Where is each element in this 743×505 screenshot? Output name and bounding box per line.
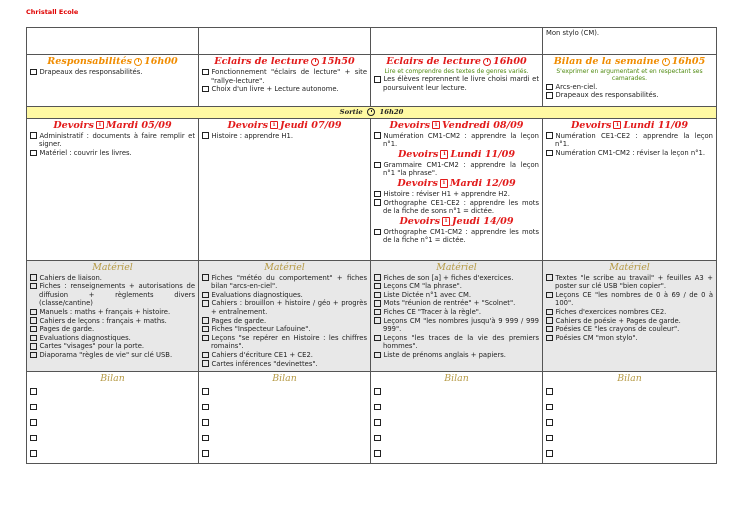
- list-item: [30, 68, 195, 77]
- list-item-text: Drapeaux des responsabilités.: [555, 91, 659, 100]
- list-item-text: Cahiers de liaison.: [39, 273, 102, 282]
- bilan-line: [202, 385, 367, 401]
- list-item-text: Poésies CE "les crayons de couleur".: [555, 325, 680, 334]
- list-item: [374, 291, 539, 300]
- list-item: [546, 334, 713, 343]
- bilan-line: [202, 431, 367, 447]
- list-item: [546, 291, 713, 308]
- list-item: [374, 190, 539, 199]
- checkbox-icon: [30, 352, 37, 359]
- list-item-text: Arcs-en-ciel.: [555, 82, 598, 91]
- sortie-label: Sortie: [339, 108, 363, 116]
- checkbox-icon: [546, 419, 553, 426]
- sortie-row: [27, 107, 717, 119]
- clock-icon: [662, 58, 670, 66]
- list-item-text: Evaluations diagnostiques.: [211, 290, 303, 299]
- list-item: [30, 274, 195, 283]
- checkbox-icon: [30, 404, 37, 411]
- list-item-text: Orthographe CM1-CM2 : apprendre les mots de la fiche n°1 = dictée.: [383, 227, 539, 245]
- list-item-text: Evaluations diagnostiques.: [39, 333, 131, 342]
- materiel-heading: Matériel: [609, 261, 650, 273]
- calendar-icon: 1: [440, 150, 448, 159]
- list-item: [374, 334, 539, 351]
- bilan-line: [546, 400, 713, 416]
- list-item: [374, 351, 539, 360]
- list-item-text: Pages de garde.: [39, 325, 95, 334]
- list-item-text: Matériel : couvrir les livres.: [39, 148, 132, 157]
- author-label: Christall Ecole: [26, 8, 79, 16]
- checkbox-icon: [546, 84, 553, 91]
- top-note: Mon stylo (CM).: [546, 29, 600, 37]
- materiel-row: [27, 260, 717, 371]
- list-item-text: Les élèves reprennent le livre choisi mardi et poursuivent leur lecture.: [383, 75, 539, 92]
- checkbox-icon: [374, 388, 381, 395]
- list-item: [30, 149, 195, 158]
- list-item: [30, 334, 195, 343]
- list-item: [374, 274, 539, 283]
- checkbox-icon: [30, 309, 37, 316]
- list-item: [374, 282, 539, 291]
- list-item: [30, 325, 195, 334]
- checkbox-icon: [546, 388, 553, 395]
- checkbox-icon: [30, 150, 37, 157]
- list-item: [30, 282, 195, 308]
- checkbox-icon: [546, 317, 553, 324]
- checkbox-icon: [546, 274, 553, 281]
- checkbox-icon: [202, 317, 209, 324]
- list-item: [546, 132, 713, 149]
- bilan-line: [30, 447, 195, 463]
- checkbox-icon: [374, 404, 381, 411]
- devoirs-date: Vendredi 08/09: [442, 119, 524, 131]
- list-item: [202, 299, 367, 316]
- list-item-text: Numération CM1-CM2 : apprendre la leçon n°1.: [383, 131, 539, 149]
- list-item: [546, 83, 713, 92]
- devoirs-heading: [546, 120, 713, 132]
- checkbox-icon: [546, 435, 553, 442]
- materiel-cell: [199, 260, 371, 371]
- devoirs-date: Jeudi 07/09: [279, 119, 342, 131]
- devoirs-title: Devoirs: [570, 119, 612, 131]
- devoirs-heading: [374, 149, 539, 161]
- list-item-text: Orthographe CE1-CE2 : apprendre les mots de la fiche de sons n°1 = dictée.: [383, 198, 539, 216]
- bilan-line: [202, 447, 367, 463]
- list-item-text: Cahiers : brouillon + histoire / géo + progrès + entraînement.: [211, 299, 367, 316]
- checkbox-icon: [202, 292, 209, 299]
- list-item-text: Grammaire CM1-CM2 : apprendre la leçon n°1 "la phrase".: [383, 160, 539, 178]
- calendar-icon: 1: [442, 217, 450, 226]
- checkbox-icon: [374, 199, 381, 206]
- bilan-line: [374, 416, 539, 432]
- checkbox-icon: [30, 450, 37, 457]
- checkbox-icon: [374, 283, 381, 290]
- list-item-text: Cartes inférences "devinettes".: [211, 359, 318, 368]
- list-item-text: Numération CM1-CM2 : réviser la leçon n°1.: [555, 148, 706, 157]
- activity-time: 15h50: [321, 56, 355, 67]
- checkbox-icon: [546, 404, 553, 411]
- list-item-text: Leçons "les traces de la vie des premiers hommes".: [383, 333, 539, 351]
- list-item: [30, 308, 195, 317]
- checkbox-icon: [30, 435, 37, 442]
- list-item-text: Leçons "se repérer en Histoire : les chiffres romains".: [211, 333, 367, 351]
- bilan-line: [30, 385, 195, 401]
- list-item: [546, 274, 713, 291]
- calendar-icon: 1: [440, 179, 448, 188]
- list-item-text: Histoire : réviser H1 + apprendre H2.: [383, 189, 510, 198]
- list-item-text: Poésies CM "mon stylo".: [555, 333, 638, 342]
- checkbox-icon: [374, 435, 381, 442]
- devoirs-cell: [27, 118, 199, 260]
- checkbox-icon: [30, 283, 37, 290]
- list-item-text: Leçons CM "les nombres jusqu'à 9 999 / 999 999".: [383, 316, 539, 334]
- list-item: [546, 308, 713, 317]
- checkbox-icon: [374, 229, 381, 236]
- devoirs-title: Devoirs: [397, 177, 438, 189]
- activity-heading: [202, 56, 367, 68]
- devoirs-date: Mardi 12/09: [449, 177, 516, 189]
- devoirs-cell: [371, 118, 543, 260]
- list-item: [202, 351, 367, 360]
- clock-icon: [311, 58, 319, 66]
- materiel-cell: [543, 260, 717, 371]
- list-item-text: Choix d'un livre + Lecture autonome.: [211, 85, 339, 94]
- checkbox-icon: [374, 300, 381, 307]
- materiel-heading: Matériel: [92, 261, 133, 273]
- devoirs-title: Devoirs: [399, 215, 440, 227]
- list-item-text: Cahiers de poésie + Pages de garde.: [555, 316, 681, 325]
- bilan-row: [27, 371, 717, 464]
- bilan-line: [374, 400, 539, 416]
- devoirs-date: Lundi 11/09: [623, 119, 689, 131]
- bilan-heading: Bilan: [444, 372, 469, 384]
- activity-cell: [371, 55, 543, 107]
- activity-title: Eclairs de lecture: [386, 56, 482, 67]
- devoirs-heading: [202, 120, 367, 132]
- list-item-text: Fiches d'exercices nombres CE2.: [555, 307, 667, 316]
- list-item: [546, 149, 713, 158]
- checkbox-icon: [546, 150, 553, 157]
- list-item: [202, 132, 367, 141]
- activity-heading: [546, 56, 713, 68]
- list-item-text: Diaporama "règles de vie" sur clé USB.: [39, 350, 173, 359]
- list-item: [202, 317, 367, 326]
- materiel-cell: [371, 260, 543, 371]
- bilan-line: [546, 385, 713, 401]
- materiel-cell: [27, 260, 199, 371]
- devoirs-title: Devoirs: [397, 148, 439, 160]
- list-item: [546, 91, 713, 100]
- list-item: [374, 299, 539, 308]
- checkbox-icon: [546, 92, 553, 99]
- list-item: [374, 161, 539, 178]
- checkbox-icon: [202, 274, 209, 281]
- list-item-text: Fiches CE "Tracer à la règle".: [383, 307, 482, 316]
- list-item-text: Cartes "visages" pour la porte.: [39, 342, 145, 351]
- bilan-line: [374, 447, 539, 463]
- activity-subtitle: S'exprimer en argumentant et en respectant ses camarades.: [556, 68, 703, 83]
- bilan-cell: [543, 371, 717, 464]
- checkbox-icon: [30, 343, 37, 350]
- checkbox-icon: [30, 419, 37, 426]
- bilan-line: [546, 431, 713, 447]
- list-item-text: Fiches de son [a] + fiches d'exercices.: [383, 273, 514, 282]
- checkbox-icon: [546, 326, 553, 333]
- checkbox-icon: [374, 76, 381, 83]
- list-item-text: Cahiers d'écriture CE1 + CE2.: [211, 350, 313, 359]
- calendar-icon: 1: [96, 121, 104, 130]
- checkbox-icon: [202, 419, 209, 426]
- checkbox-icon: [30, 335, 37, 342]
- top-note-row: [27, 28, 717, 55]
- bilan-line: [30, 400, 195, 416]
- devoirs-date: Jeudi 14/09: [451, 215, 514, 227]
- checkbox-icon: [374, 309, 381, 316]
- checkbox-icon: [546, 292, 553, 299]
- checkbox-icon: [374, 191, 381, 198]
- sortie-banner: [27, 107, 717, 119]
- checkbox-icon: [374, 317, 381, 324]
- list-item-text: Numération CE1-CE2 : apprendre la leçon n°1.: [555, 131, 713, 149]
- list-item: [202, 325, 367, 334]
- list-item: [30, 351, 195, 360]
- devoirs-title: Devoirs: [227, 119, 268, 131]
- responsibilities-row: [27, 55, 717, 107]
- bilan-line: [546, 447, 713, 463]
- checkbox-icon: [30, 388, 37, 395]
- list-item-text: Drapeaux des responsabilités.: [39, 68, 143, 76]
- list-item: [30, 317, 195, 326]
- list-item: [374, 308, 539, 317]
- checkbox-icon: [202, 450, 209, 457]
- calendar-icon: 1: [270, 121, 278, 130]
- checkbox-icon: [546, 132, 553, 139]
- activity-subtitle: Lire et comprendre des textes de genres variés.: [384, 68, 529, 75]
- bilan-heading: Bilan: [272, 372, 297, 384]
- devoirs-heading: [374, 120, 539, 132]
- bilan-line: [30, 431, 195, 447]
- list-item: [374, 75, 539, 92]
- list-item-text: Textes "le scribe au travail" + feuilles A3 + poster sur clé USB "bien copier".: [555, 273, 713, 291]
- activity-time: 16h00: [144, 56, 178, 67]
- bilan-cell: [27, 371, 199, 464]
- devoirs-date: Mardi 05/09: [105, 119, 172, 131]
- activity-time: 16h00: [493, 56, 527, 67]
- list-item-text: Pages de garde.: [211, 316, 267, 325]
- checkbox-icon: [30, 274, 37, 281]
- devoirs-title: Devoirs: [389, 119, 431, 131]
- list-item-text: Manuels : maths + français + histoire.: [39, 307, 171, 316]
- list-item: [202, 274, 367, 291]
- activity-cell: [199, 55, 371, 107]
- list-item: [202, 360, 367, 369]
- clock-icon: [367, 108, 375, 116]
- list-item: [374, 132, 539, 149]
- checkbox-icon: [546, 450, 553, 457]
- checkbox-icon: [202, 388, 209, 395]
- activity-title: Eclairs de lecture: [214, 56, 310, 67]
- activity-heading: [30, 56, 195, 68]
- activity-cell: [27, 55, 199, 107]
- list-item: [202, 68, 367, 85]
- checkbox-icon: [202, 300, 209, 307]
- calendar-icon: 1: [432, 121, 440, 130]
- devoirs-cell: [199, 118, 371, 260]
- list-item-text: Fiches "météo du comportement" + fiches bilan "arcs-en-ciel".: [211, 273, 367, 291]
- list-item-text: Leçons CE "les nombres de 0 à 69 / de 0 à 100".: [555, 290, 713, 308]
- bilan-cell: [371, 371, 543, 464]
- bilan-cell: [199, 371, 371, 464]
- bilan-heading: Bilan: [100, 372, 125, 384]
- checkbox-icon: [202, 360, 209, 367]
- checkbox-icon: [30, 69, 37, 76]
- list-item-text: Fiches "Inspecteur Lafouine".: [211, 325, 311, 334]
- devoirs-cell: [543, 118, 717, 260]
- list-item: [546, 317, 713, 326]
- clock-icon: [134, 58, 142, 66]
- bilan-line: [374, 431, 539, 447]
- bilan-line: [374, 385, 539, 401]
- planning-table: [26, 27, 717, 464]
- checkbox-icon: [202, 132, 209, 139]
- list-item: [374, 317, 539, 334]
- list-item: [374, 199, 539, 216]
- checkbox-icon: [374, 162, 381, 169]
- list-item: [30, 132, 195, 149]
- checkbox-icon: [30, 132, 37, 139]
- devoirs-heading: [374, 216, 539, 228]
- checkbox-icon: [374, 335, 381, 342]
- devoirs-heading: [30, 120, 195, 132]
- bilan-line: [202, 416, 367, 432]
- checkbox-icon: [374, 352, 381, 359]
- devoirs-heading: [374, 178, 539, 190]
- checkbox-icon: [374, 450, 381, 457]
- checkbox-icon: [202, 404, 209, 411]
- bilan-line: [202, 400, 367, 416]
- checkbox-icon: [202, 352, 209, 359]
- list-item-text: Leçons CM "la phrase".: [383, 282, 462, 291]
- checkbox-icon: [202, 326, 209, 333]
- list-item-text: Histoire : apprendre H1.: [211, 131, 294, 140]
- list-item-text: Fonctionnement "éclairs de lecture" + site "rallye-lecture".: [211, 68, 367, 85]
- checkbox-icon: [374, 132, 381, 139]
- materiel-heading: Matériel: [264, 261, 305, 273]
- checkbox-icon: [30, 326, 37, 333]
- materiel-heading: Matériel: [436, 261, 477, 273]
- list-item: [202, 334, 367, 351]
- calendar-icon: 1: [613, 121, 621, 130]
- checkbox-icon: [202, 335, 209, 342]
- checkbox-icon: [374, 274, 381, 281]
- activity-title: Bilan de la semaine: [553, 56, 660, 67]
- list-item: [30, 342, 195, 351]
- list-item: [546, 325, 713, 334]
- list-item-text: Mots "réunion de rentrée" + "Scolnet".: [383, 299, 516, 308]
- bilan-heading: Bilan: [617, 372, 642, 384]
- checkbox-icon: [374, 419, 381, 426]
- bilan-line: [546, 416, 713, 432]
- list-item: [202, 85, 367, 94]
- activity-time: 16h05: [671, 56, 706, 67]
- devoirs-row: [27, 118, 717, 260]
- checkbox-icon: [30, 317, 37, 324]
- activity-heading: [374, 56, 539, 68]
- list-item-text: Administratif : documents à faire remplir et signer.: [39, 131, 195, 149]
- list-item-text: Liste de prénoms anglais + papiers.: [383, 350, 506, 359]
- activity-cell: [543, 55, 717, 107]
- list-item-text: Cahiers de leçons : français + maths.: [39, 316, 167, 325]
- checkbox-icon: [202, 69, 209, 76]
- checkbox-icon: [202, 86, 209, 93]
- checkbox-icon: [546, 309, 553, 316]
- checkbox-icon: [374, 292, 381, 299]
- devoirs-date: Lundi 11/09: [450, 148, 516, 160]
- activity-title: Responsabilités: [47, 56, 133, 67]
- list-item-text: Fiches : renseignements + autorisations de diffusion + règlements divers (classe/cantine): [39, 282, 195, 308]
- bilan-line: [30, 416, 195, 432]
- list-item: [374, 228, 539, 245]
- clock-icon: [483, 58, 491, 66]
- checkbox-icon: [546, 335, 553, 342]
- sortie-time: 16h20: [379, 108, 404, 116]
- list-item: [202, 291, 367, 300]
- list-item-text: Liste Dictée n°1 avec CM.: [383, 290, 471, 299]
- checkbox-icon: [202, 435, 209, 442]
- devoirs-title: Devoirs: [53, 119, 94, 131]
